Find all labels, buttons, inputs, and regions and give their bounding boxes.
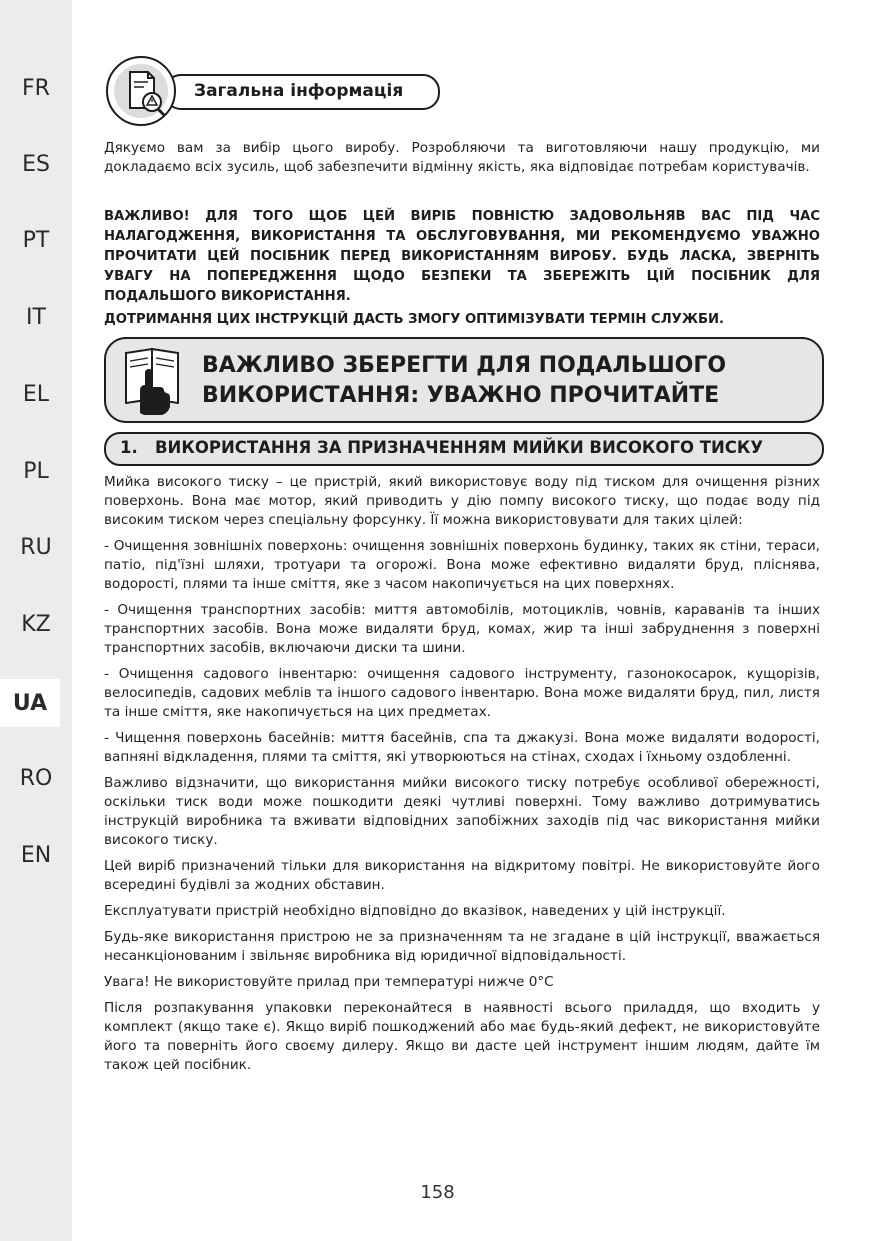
intro-section <box>104 139 820 177</box>
keep-manual-title <box>202 351 726 411</box>
general-info-pill <box>164 74 440 110</box>
lang-tab-ua-active[interactable]: UA <box>0 679 60 727</box>
intro-paragraph: Дякуємо вам за вибір цього виробу. Розробляючи та виготовляючи нашу продукцію, ми докладаємо всіх зусиль, щоб забезпечити відмінну якість, яка відповідає потребам користувачів. <box>104 140 820 175</box>
important-notice <box>104 207 820 307</box>
lifetime-paragraph: ДОТРИМАННЯ ЦИХ ІНСТРУКЦІЙ ДАСТЬ ЗМОГУ ОПТИМІЗУВАТИ ТЕРМІН СЛУЖБИ. <box>104 312 725 327</box>
section-paragraph-4: - Очищення садового інвентарю: очищення садового інструменту, газонокосарок, кущорізів, велосипедів, садових меблів та іншого садового інвентарю. Вона може видаляти бруд, пил, листя та інше сміття, яке накопичується на цих предметах. <box>104 666 820 720</box>
lang-tab-ro[interactable]: RO <box>19 765 53 791</box>
language-sidebar <box>0 0 72 1241</box>
lang-tab-pl[interactable]: PL <box>23 458 49 484</box>
document-warning-icon <box>108 58 174 124</box>
section-paragraph-11: Після розпакування упаковки переконайтеся в наявності всього приладдя, що входить у комплект (якщо таке є). Якщо виріб пошкоджений або має будь-який дефект, не використовуйте його та поверніть його своєму дилеру. Якщо ви дасте цей інструмент іншим людям, дайте їм також цей посібник. <box>104 1000 820 1073</box>
keep-manual-line2: ВИКОРИСТАННЯ: УВАЖНО ПРОЧИТАЙТЕ <box>202 383 720 408</box>
section-paragraph-6: Важливо відзначити, що використання мийки високого тиску потребує особливої обережності, оскільки тиск води може пошкодити деякі чутливі поверхні. Тому важливо дотримуватись інструкцій виробника та вживати відповідних запобіжних заходів під час використання мийки високого тиску. <box>104 775 820 848</box>
section-paragraph-1: Мийка високого тиску – це пристрій, який використовує воду під тиском для очищення різних поверхонь. Вона має мотор, який приводить у дію помпу високого тиску, що подає воду під високим тиском через спеціальну форсунку. Її можна використовувати для таких цілей: <box>104 474 820 528</box>
section-paragraph-3: - Очищення транспортних засобів: миття автомобілів, мотоциклів, човнів, караванів та інших транспортних засобів. Вона може видаляти бруд, комах, жир та інші забруднення з поверхні транспортних засобів, включаючи диски та шини. <box>104 602 820 656</box>
section-1-title: 1. ВИКОРИСТАННЯ ЗА ПРИЗНАЧЕННЯМ МИЙКИ ВИСОКОГО ТИСКУ <box>120 438 764 457</box>
lang-tab-it[interactable]: IT <box>26 304 46 330</box>
general-info-badge <box>106 56 176 126</box>
section-paragraph-5: - Чищення поверхонь басейнів: миття басейнів, спа та джакузі. Вона може видаляти водорості, вапняні відкладення, плями та сміття, які утворюються на стінах, сходах і їхньому оздобленні. <box>104 730 820 765</box>
page-number: 158 <box>420 1182 455 1203</box>
section-paragraph-10: Увага! Не використовуйте прилад при температурі нижче 0°C <box>104 974 554 990</box>
lang-tab-es[interactable]: ES <box>22 151 50 177</box>
lang-tab-pt[interactable]: PT <box>22 227 50 253</box>
section-paragraph-7: Цей виріб призначений тільки для використання на відкритому повітрі. Не використовуйте його всередині будівлі за жодних обставин. <box>104 858 820 893</box>
section-paragraph-2: - Очищення зовнішніх поверхонь: очищення зовнішніх поверхонь будинку, таких як стіни, тераси, патіо, під'їзні шляхи, тротуари та огорожі. Вона може ефективно видаляти бруд, пліснява, водорості, плями та інше сміття, яке з часом накопичується на цих поверхнях. <box>104 538 820 592</box>
important-paragraph: ВАЖЛИВО! ДЛЯ ТОГО ЩОБ ЦЕЙ ВИРІБ ПОВНІСТЮ ЗАДОВОЛЬНЯВ ВАС ПІД ЧАС НАЛАГОДЖЕННЯ, ВИКОРИСТАННЯ ТА ОБСЛУГОВУВАННЯ, МИ РЕКОМЕНДУЄМО УВАЖНО ПРОЧИТАТИ ЦЕЙ ПОСІБНИК ПЕРЕД ВИКОРИСТАННЯМ ВИРОБУ. БУДЬ ЛАСКА, ЗВЕРНІТЬ УВАГУ НА ПОПЕРЕДЖЕННЯ ЩОДО БЕЗПЕКИ ТА ЗБЕРЕЖІТЬ ЦІЙ ПОСІБНИК ДЛЯ ПОДАЛЬШОГО ВИКОРИСТАННЯ. <box>104 209 820 304</box>
section-paragraph-8: Експлуатувати пристрій необхідно відповідно до вказівок, наведених у цій інструкції. <box>104 903 726 919</box>
section-1-body <box>104 473 820 1075</box>
keep-manual-box <box>104 337 824 423</box>
lang-tab-en[interactable]: EN <box>20 842 52 868</box>
lang-tab-el[interactable]: EL <box>22 381 50 407</box>
section-1-header <box>104 432 824 466</box>
lang-tab-kz[interactable]: KZ <box>21 611 51 637</box>
manual-hand-icon <box>120 343 190 417</box>
section-paragraph-9: Будь-яке використання пристрою не за призначенням та не згадане в цій інструкції, вважається несанкціонованим і звільняє виробника від юридичної відповідальності. <box>104 929 820 964</box>
lang-tab-fr[interactable]: FR <box>22 75 50 101</box>
lifetime-notice <box>104 310 820 330</box>
lang-tab-ru[interactable]: RU <box>20 534 52 560</box>
general-info-header <box>106 56 441 126</box>
keep-manual-line1: ВАЖЛИВО ЗБЕРЕГТИ ДЛЯ ПОДАЛЬШОГО <box>202 353 727 378</box>
general-info-title: Загальна інформація <box>194 81 404 101</box>
